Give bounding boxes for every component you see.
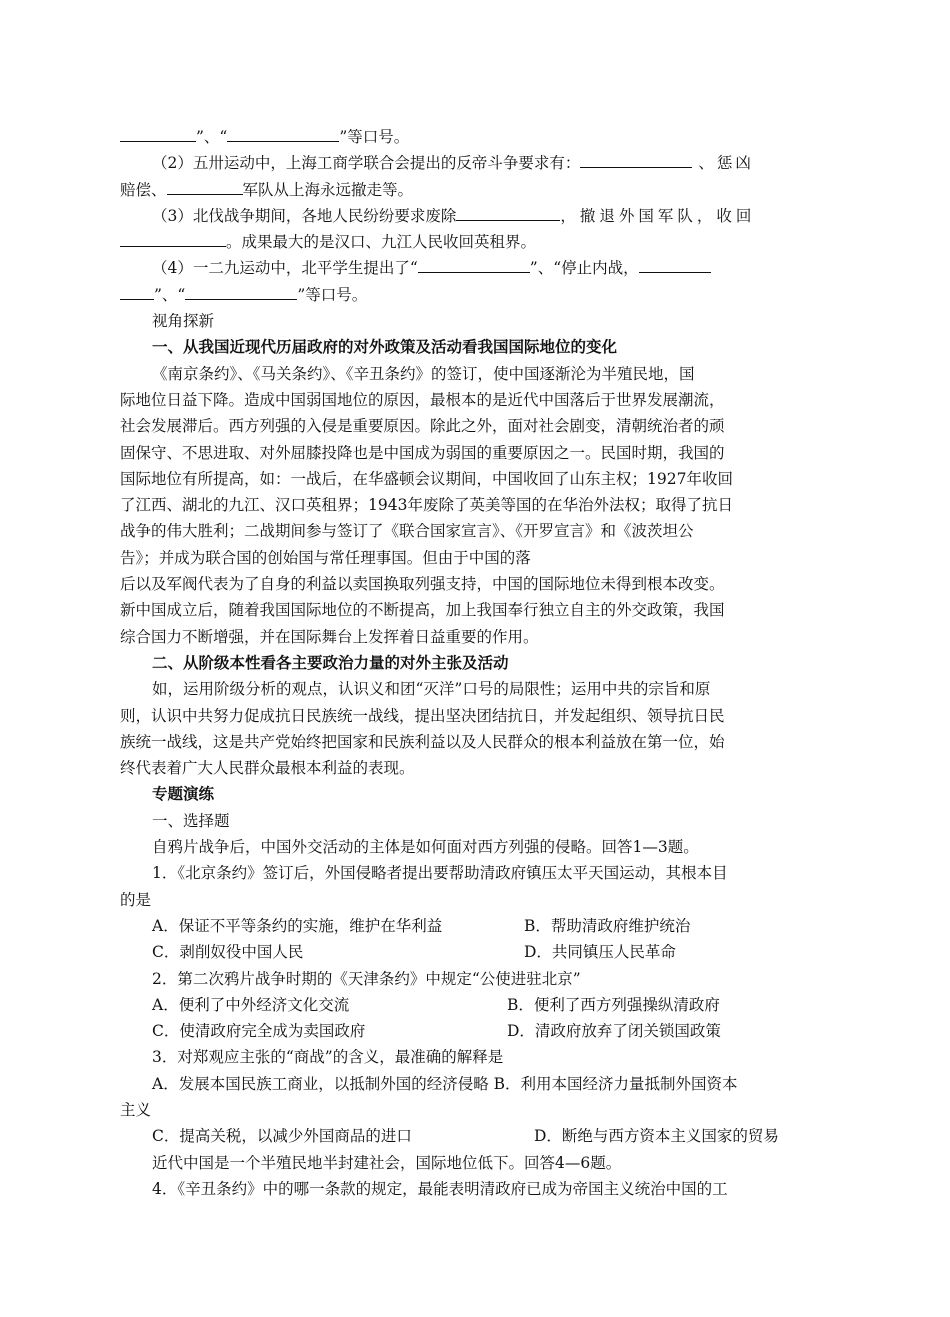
option-b[interactable]: B．便利了西方列强操纵清政府: [507, 995, 720, 1014]
fill-in-question-2-cont: [120, 177, 832, 203]
answer-blank[interactable]: [120, 126, 196, 142]
fill-in-question-3-cont: [120, 229, 832, 255]
option-c[interactable]: C．剥削奴役中国人民: [152, 943, 304, 962]
paragraph-line: 际地位日益下降。造成中国弱国地位的原因，最根本的是近代中国落后于世界发展潮流，: [120, 390, 725, 409]
option-a[interactable]: A．便利了中外经济文化交流: [152, 995, 350, 1014]
text: （4）一二九运动中，北平学生提出了“: [152, 259, 418, 278]
question-stem: 3．对郑观应主张的“商战”的含义，最准确的解释是: [152, 1048, 504, 1067]
text: 。成果最大的是汉口、九江人民收回英租界。: [226, 233, 537, 252]
question-stem: 2．第二次鸦片战争时期的《天津条约》中规定“公使进驻北京”: [152, 969, 581, 988]
text: ，撤退外国军队，收回: [560, 206, 756, 225]
text: ”等口号。: [297, 285, 368, 304]
text: ”等口号。: [339, 128, 410, 146]
question-stem: 1．《北京条约》签订后，外国侵略者提出要帮助清政府镇压太平天国运动，其根本目: [152, 864, 728, 883]
fill-in-question-4: [120, 255, 832, 281]
text: 军队从上海永远撤走等。: [242, 180, 414, 199]
answer-blank[interactable]: [227, 126, 339, 142]
heading-1: 一、从我国近现代历届政府的对外政策及活动看我国国际地位的变化: [152, 337, 618, 357]
paragraph-line: 终代表着广大人民群众最根本利益的表现。: [120, 759, 415, 778]
text: （3）北伐战争期间，各地人民纷纷要求废除: [152, 206, 457, 225]
options-row[interactable]: A．发展本国民族工商业，以抵制外国的经济侵略 B．利用本国经济力量抵制外国资本: [152, 1074, 738, 1093]
option-a[interactable]: A．保证不平等条约的实施，维护在华利益: [152, 916, 443, 935]
option-c[interactable]: C．使清政府完全成为卖国政府: [152, 1022, 366, 1041]
text: （2）五卅运动中，上海工商学联合会提出的反帝斗争要求有：: [152, 154, 581, 173]
question-group-intro: 自鸦片战争后，中国外交活动的主体是如何面对西方列强的侵略。回答1—3题。: [152, 838, 699, 857]
answer-blank[interactable]: [120, 231, 226, 247]
paragraph-line: 国际地位有所提高，如：一战后，在华盛顿会议期间，中国收回了山东主权；1927年收回: [120, 469, 733, 488]
section-title-practice: 专题演练: [152, 784, 215, 804]
options-row: [120, 913, 832, 939]
paragraph-line: 战争的伟大胜利；二战期间参与签订了《联合国家宣言》、《开罗宣言》和《波茨坦公: [120, 522, 694, 541]
answer-blank[interactable]: [580, 152, 692, 168]
fill-in-question-3: [120, 203, 832, 229]
options-row: [120, 1018, 832, 1044]
answer-blank[interactable]: [639, 257, 711, 273]
question-stem: 4．《辛丑条约》中的哪一条款的规定，最能表明清政府已成为帝国主义统治中国的工: [152, 1179, 728, 1198]
options-row-cont: 主义: [120, 1100, 152, 1119]
paragraph-line: 如，运用阶级分析的观点，认识义和团“灭洋”口号的局限性；运用中共的宗旨和原: [152, 680, 711, 699]
question-stem: 的是: [120, 890, 152, 909]
option-d[interactable]: D．断绝与西方资本主义国家的贸易: [534, 1127, 779, 1146]
question-group-intro: 近代中国是一个半殖民地半封建社会，国际地位低下。回答4—6题。: [152, 1153, 622, 1172]
text: 、惩凶: [698, 154, 754, 173]
paragraph-line: 后以及军阀代表为了自身的利益以卖国换取列强支持，中国的国际地位未得到根本改变。: [120, 575, 725, 594]
paragraph-line: 固保守、不思进取、对外屈膝投降也是中国成为弱国的重要原因之一。民国时期，我国的: [120, 443, 725, 462]
answer-blank[interactable]: [167, 179, 243, 195]
fill-in-question-2: [120, 150, 832, 176]
option-d[interactable]: D．共同镇压人民革命: [524, 943, 676, 962]
text: ”、“: [154, 285, 186, 304]
options-row: [120, 992, 832, 1018]
answer-blank[interactable]: [418, 257, 530, 273]
answer-blank[interactable]: [120, 284, 154, 300]
text: 赔偿、: [120, 180, 167, 199]
paragraph-line: 告》；并成为联合国的创始国与常任理事国。但由于中国的落: [120, 548, 531, 567]
paragraph-line: 《南京条约》、《马关条约》、《辛丑条约》的签订，使中国逐渐沦为半殖民地，国: [152, 364, 695, 383]
text: ”、“: [196, 128, 228, 146]
document-page: [120, 124, 832, 1202]
section-title-perspective: 视角探新: [152, 312, 215, 331]
paragraph-line: 则，认识中共努力促成抗日民族统一战线，提出坚决团结抗日，并发起组织、领导抗日民: [120, 706, 725, 725]
option-d[interactable]: D．清政府放弃了闭关锁国政策: [507, 1022, 721, 1041]
paragraph-line: 了江西、湖北的九江、汉口英租界；1943年废除了英美等国的在华治外法权；取得了抗日: [120, 496, 733, 515]
paragraph-line: 社会发展滞后。西方列强的入侵是重要原因。除此之外，面对社会剧变，清朝统治者的顽: [120, 417, 725, 436]
answer-blank[interactable]: [456, 205, 560, 221]
paragraph-line: 新中国成立后，随着我国国际地位的不断提高，加上我国奉行独立自主的外交政策，我国: [120, 601, 725, 620]
paragraph-line: 综合国力不断增强，并在国际舞台上发挥着日益重要的作用。: [120, 627, 539, 646]
text: ”、“停止内战，: [529, 259, 639, 278]
options-row: [120, 1123, 832, 1149]
heading-2: 二、从阶级本性看各主要政治力量的对外主张及活动: [152, 652, 509, 672]
section-choice: 一、选择题: [152, 811, 230, 830]
options-row: [120, 939, 832, 965]
option-c[interactable]: C．提高关税，以减少外国商品的进口: [152, 1127, 412, 1146]
fill-in-question-4-cont: [120, 282, 832, 308]
fill-in-line-1: [120, 124, 832, 150]
option-b[interactable]: B．帮助清政府维护统治: [524, 916, 691, 935]
paragraph-line: 族统一战线，这是共产党始终把国家和民族利益以及人民群众的根本利益放在第一位，始: [120, 732, 725, 751]
answer-blank[interactable]: [185, 284, 297, 300]
